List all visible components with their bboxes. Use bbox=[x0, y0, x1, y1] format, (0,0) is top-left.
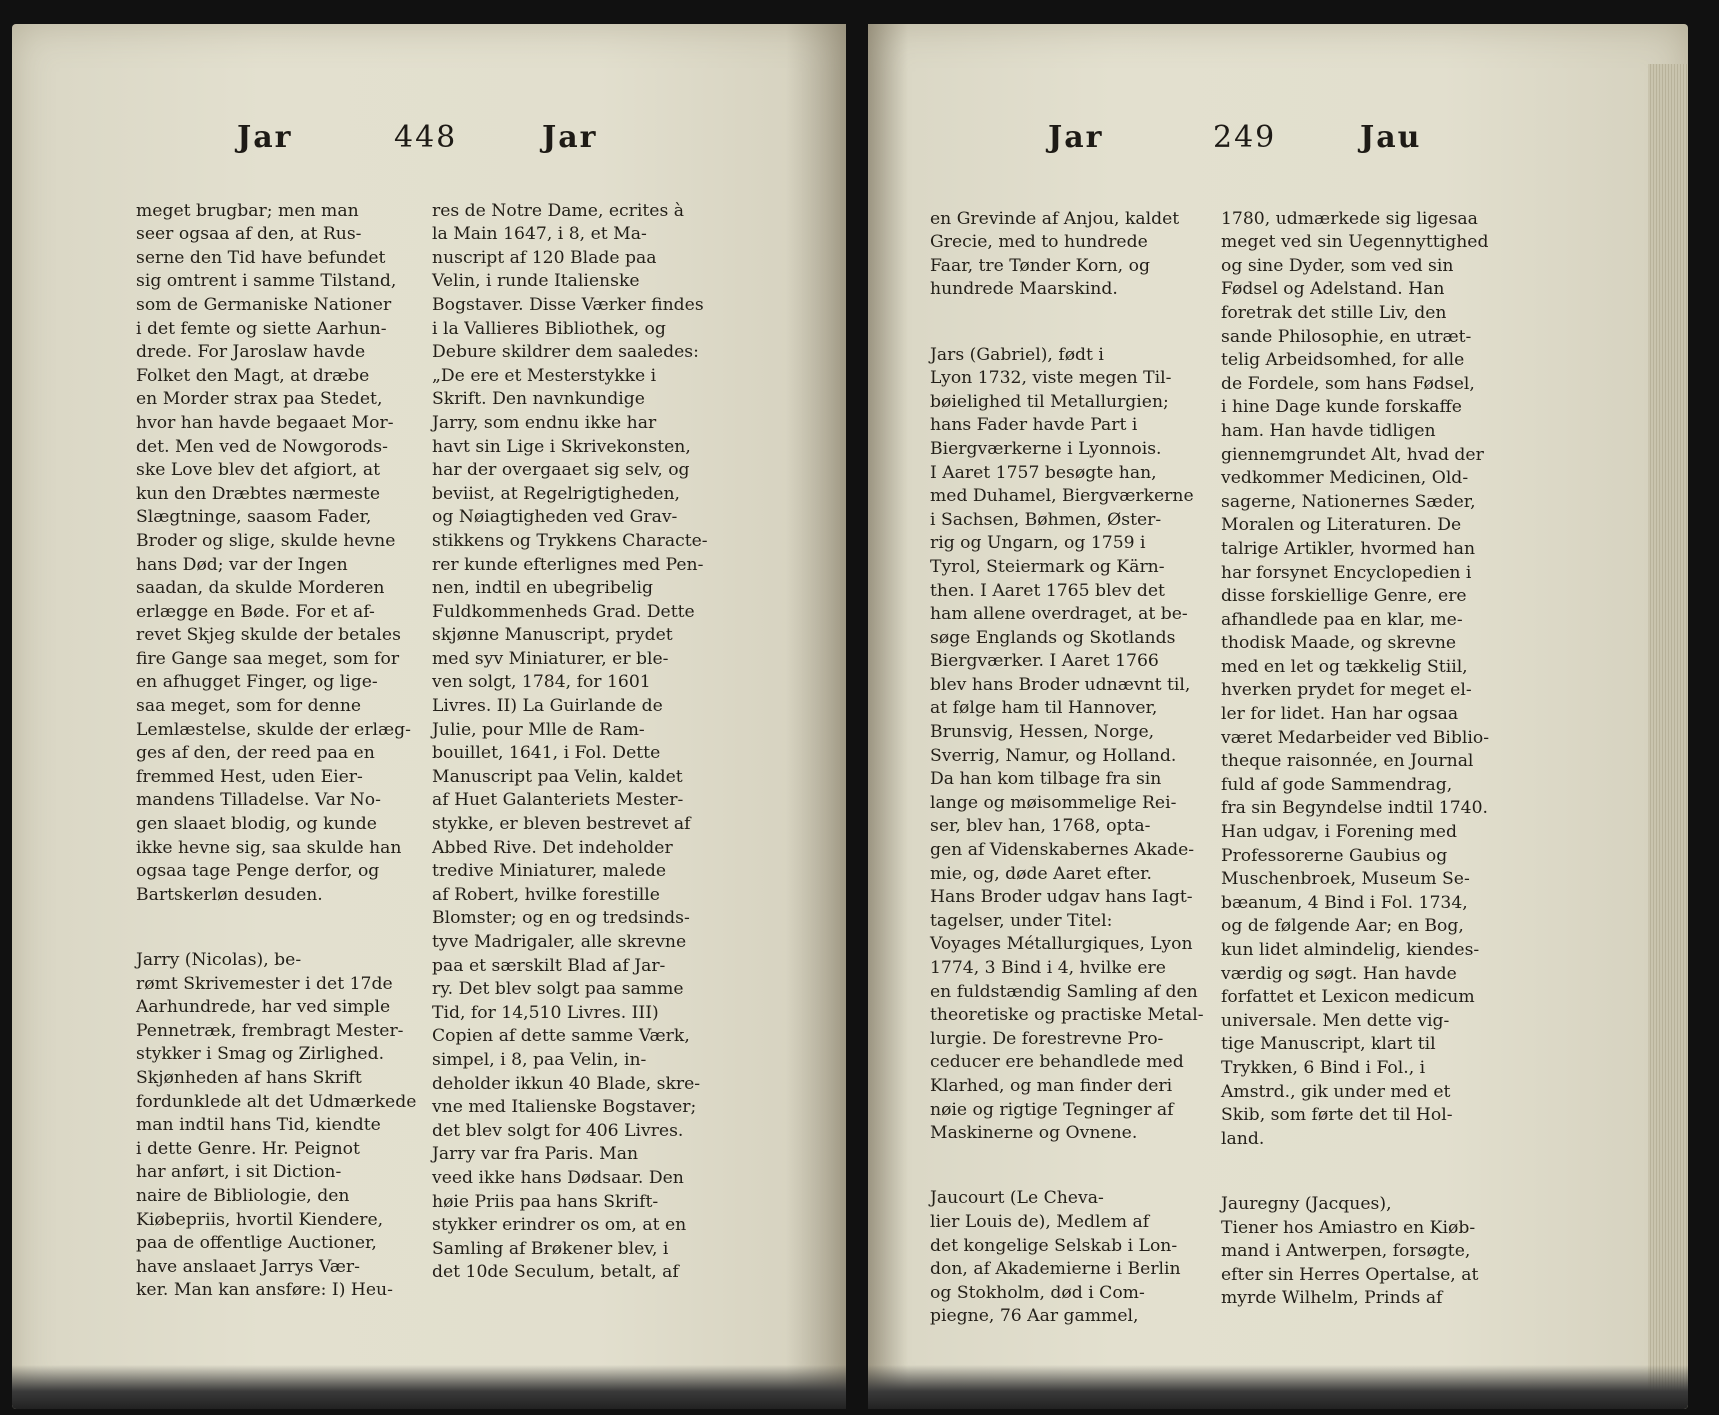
left-header-word-right: Jar bbox=[542, 120, 598, 155]
right-header-word: Jar bbox=[1048, 120, 1104, 155]
paragraph: 1780, udmærkede sig ligesaa meget ved sin Uegennyttighed og sine Dyder, som ved sin Fødsel og Adelstand. Han foretrak det stille Liv, den sande Philosophie, en utræt- telig Arbeidsomhed, for alle de Fordele, som hans Fødsel, i hine Dage kunde forskaffe ham. Han havde tidligen giennemgrundet Alt, hvad der vedkommer Medicinen, Old- sagerne, Nationernes Sæder, Moralen og Literaturen. De talrige Artikler, hvormed han har forsynet Encyclopedien i disse forskiellige Genre, ere afhandlede paa en klar, me- thodisk Maade, og skrevne med en let og tækkelig Stiil, hverken prydet for meget el- ler for lidet. Han har ogsaa været Medarbeider ved Biblio- theque raisonnée, en Journal fuld af gode Sammendrag, fra sin Begyndelse indtil 1740. Han udgav, i Forening med Professorerne Gaubius og Muschenbroek, Museum Se- bæanum, 4 Bind i Fol. 1734, og de følgende Aar; en Bog, kun lidet almindelig, kiendes- værdig og søgt. Han havde forfattet et Lexicon medicum universale. Men dette vig- tige Manuscript, klart til Trykken, 6 Bind i Fol., i Amstrd., gik under med et Skib, som førte det til Hol- land. bbox=[1221, 208, 1490, 1149]
page-edges bbox=[1648, 64, 1688, 1409]
right-header-word-right: Jau bbox=[1360, 120, 1422, 155]
paragraph: Jauregny (Jacques), Tiener hos Amiastro en Kiøb- mand i Antwerpen, forsøgte, efter sin Herres Opertalse, at myrde Wilhelm, Prinds af bbox=[1221, 1193, 1479, 1309]
left-page-column-1 bbox=[136, 176, 418, 1327]
paragraph: en Grevinde af Anjou, kaldet Grecie, med to hundrede Faar, tre Tønder Korn, og hundrede Maarskind. bbox=[930, 208, 1180, 300]
right-page-column-1 bbox=[930, 184, 1204, 1353]
right-page-number: 249 bbox=[1213, 120, 1277, 155]
left-page-bottom-shadow bbox=[12, 1365, 846, 1409]
right-page-bottom-shadow bbox=[868, 1365, 1688, 1409]
left-page-gutter-shadow bbox=[786, 24, 846, 1409]
paragraph: Jaucourt (Le Cheva- lier Louis de), Medlem af det kongelige Selskab i Lon- don, af Akademierne i Berlin og Stokholm, død i Com- piegne, 76 Aar gammel, bbox=[930, 1188, 1181, 1327]
paragraph: meget brugbar; men man seer ogsaa af den, at Rus- serne den Tid have befundet sig omtrent i samme Tilstand, som de Germaniske Nationer i det femte og siette Aarhun- drede. For Jaroslaw havde Folket den Magt, at dræbe en Morder strax paa Stedet, hvor han havde begaaet Mor- det. Men ved de Nowgorods- ske Love blev det afgiort, at kun den Dræbtes nærmeste Slægtninge, saasom Fader, Broder og slige, skulde hevne hans Død; var der Ingen saadan, da skulde Morderen erlægge en Bøde. For et af- revet Skjeg skulde der betales fire Gange saa meget, som for en afhugget Finger, og lige- saa meget, som for denne Lemlæstelse, skulde der erlæg- ges af den, der reed paa en fremmed Hest, uden Eier- mandens Tilladelse. Var No- gen slaaet blodig, og kunde ikke hevne sig, saa skulde han ogsaa tage Penge derfor, og Bartskerløn desuden. bbox=[136, 200, 411, 905]
left-page bbox=[12, 24, 846, 1409]
left-header-word: Jar bbox=[237, 120, 293, 155]
right-page-gutter-shadow bbox=[868, 24, 908, 1409]
paragraph: Jarry (Nicolas), be- rømt Skrivemester i det 17de Aarhundrede, har ved simple Pennetræk, frembragt Mester- stykker i Smag og Zirlighed. Skjønheden af hans Skrift fordunklede alt det Udmærkede man indtil hans Tid, kiendte i dette Genre. Hr. Peignot har anført, i sit Diction- naire de Bibliologie, den Kiøbepriis, hvortil Kiendere, paa de offentlige Auctioner, have anslaaet Jarrys Vær- ker. Man kan ansføre: I) Heu- bbox=[136, 950, 417, 1301]
paragraph: res de Notre Dame, ecrites à la Main 1647, i 8, et Ma- nuscript af 120 Blade paa Velin, i runde Italienske Bogstaver. Disse Værker findes i la Vallieres Bibliothek, og Debure skildrer dem saaledes: „De ere et Mesterstykke i Skrift. Den navnkundige Jarry, som endnu ikke har havt sin Lige i Skrivekonsten, har der overgaaet sig selv, og beviist, at Regelrigtigheden, og Nøiagtigheden ved Grav- stikkens og Trykkens Characte- rer kunde efterlignes med Pen- nen, indtil en ubegribelig Fuldkommenheds Grad. Dette skjønne Manuscript, prydet med syv Miniaturer, er ble- ven solgt, 1784, for 1601 Livres. II) La Guirlande de Julie, pour Mlle de Ram- bouillet, 1641, i Fol. Dette Manuscript paa Velin, kaldet af Huet Galanteriets Mester- stykke, er bleven bestrevet af Abbed Rive. Det indeholder tredive Miniaturer, malede af Robert, hvilke forestille Blomster; og en og tredsinds- tyve Madrigaler, alle skrevne paa et særskilt Blad af Jar- ry. Det blev solgt paa samme Tid, for 14,510 Livres. III) Copien af dette samme Værk, simpel, i 8, paa Velin, in- deholder ikkun 40 Blade, skre- vne med Italienske Bogstaver; det blev solgt for 406 Livres. Jarry var fra Paris. Man veed ikke hans Dødsaar. Den høie Priis paa hans Skrift- stykker erindrer os om, at en Samling af Brøkener blev, i det 10de Seculum, betalt, af bbox=[432, 200, 708, 1283]
left-page-column-2 bbox=[432, 176, 716, 1309]
paragraph: Jars (Gabriel), født i Lyon 1732, viste megen Til- bøielighed til Metallurgien; hans Fader havde Part i Biergværkerne i Lyonnois. I Aaret 1757 besøgte han, med Duhamel, Biergværkerne i Sachsen, Bøhmen, Øster- rig og Ungarn, og 1759 i Tyrol, Steiermark og Kärn- then. I Aaret 1765 blev det ham allene overdraget, at be- søge Englands og Skotlands Biergværker. I Aaret 1766 blev hans Broder udnævnt til, at følge ham til Hannover, Brunsvig, Hessen, Norge, Sverrig, Namur, og Holland. Da han kom tilbage fra sin lange og møisommelige Rei- ser, blev han, 1768, opta- gen af Videnskabernes Akade- mie, og, døde Aaret efter. Hans Broder udgav hans Iagt- tagelser, under Titel: Voyages Métallurgiques, Lyon 1774, 3 Bind i 4, hvilke ere en fuldstændig Samling af den theoretiske og practiske Metal- lurgie. De forestrevne Pro- ceducer ere behandlede med Klarhed, og man finder deri nøie og rigtige Tegninger af Maskinerne og Ovnene. bbox=[930, 344, 1204, 1144]
right-page bbox=[868, 24, 1688, 1409]
left-page-number: 448 bbox=[394, 120, 458, 155]
right-page-column-2 bbox=[1221, 184, 1499, 1335]
